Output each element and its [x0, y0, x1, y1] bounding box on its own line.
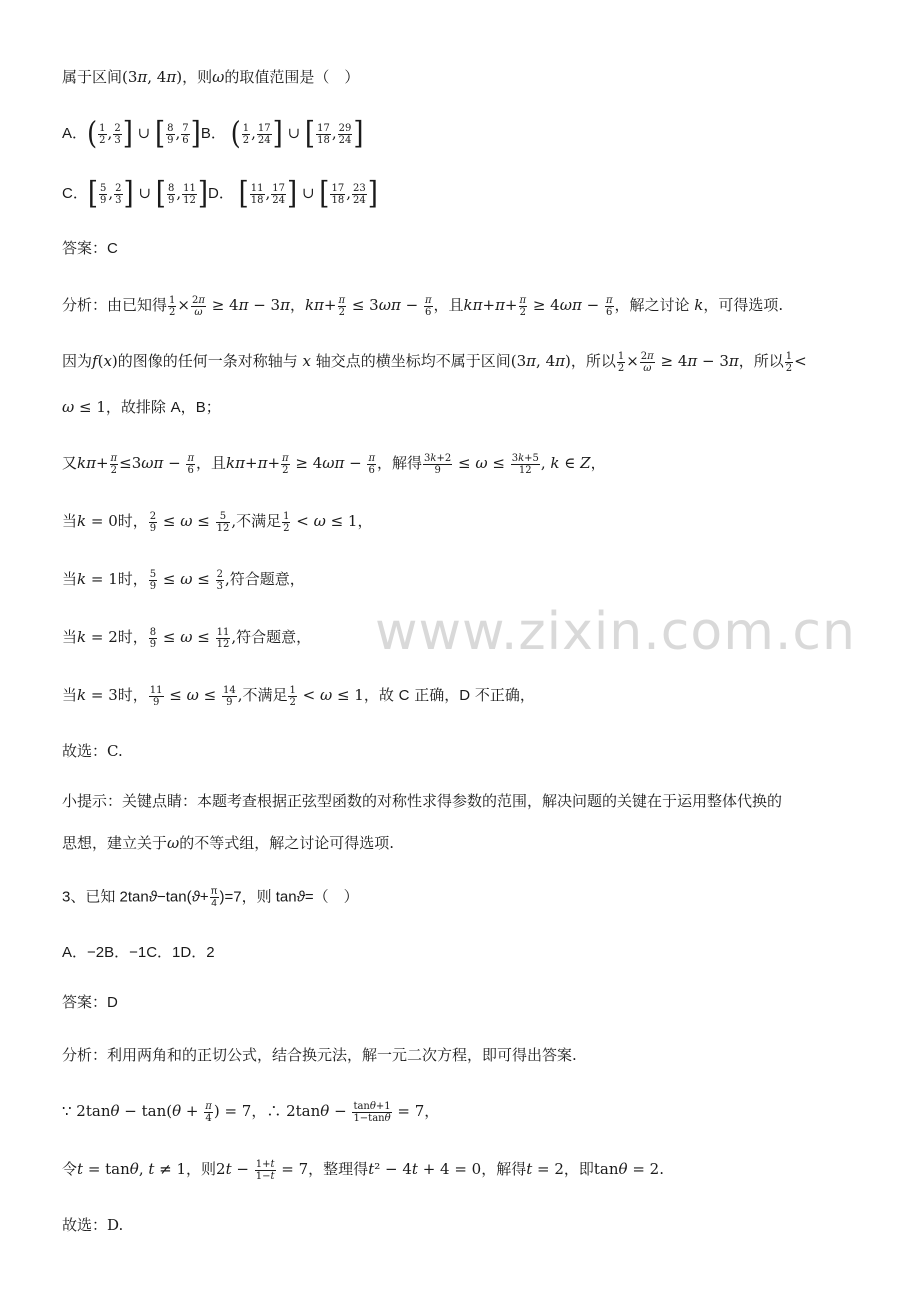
q3-solution-line1: ∵ 2tanθ − tan(θ + $\frac{\pi}{4}$ ) = 7，∴ 2tanθ − $\frac{\tan\theta+1}{1-\tan\theta}$ = 7， — [62, 1100, 440, 1124]
q3-choice: 故选：D. — [62, 1216, 124, 1234]
q2-case-k2: 当k = 2时， $\frac{8}{9}$ ≤ ω ≤ $\frac{11}{12}$ ,符合题意， — [62, 626, 312, 650]
q2-case-k1: 当k = 1时， $\frac{5}{9}$ ≤ ω ≤ $\frac{2}{3}$ ,符合题意， — [62, 568, 305, 592]
q2-solution-line1: 因为f(x)的图像的任何一条对称轴与 x 轴交点的横坐标均不属于区间(3π, 4π)，所以 $\frac{1}{2}$ × $\frac{2\pi}{\omega}$ ≥ 4π − 3π，所以 $\frac{1}{2}$ < — [62, 350, 807, 374]
q3-solution-line2: 令t = tanθ, t ≠ 1，则2t − $\frac{1+t}{1-t}$ = 7，整理得t² − 4t + 4 = 0，解得t = 2，即tanθ = 2. — [62, 1158, 664, 1182]
q2-solution-line3: 又kπ+ $\frac{\pi}{2}$ ≤3ωπ − $\frac{\pi}{6}$ ，且kπ+π+ $\frac{\pi}{2}$ ≥ 4ωπ − $\frac{\pi}{6}$ ，解得 $\frac{3k+2}{9}$ ≤ ω ≤ $\frac{3k+5}{12}$ , k ∈ Z， — [62, 452, 606, 476]
q2-options-cd: C．[ $\frac{5}{9}$ , $\frac{2}{3}$ ] ∪ [ $\frac{8}{9}$ , $\frac{11}{12}$ ]D． [ $\frac{11}{18}$ , $\frac{17}{24}$ ] ∪ [ $\frac{17}{18}$ , $\frac{23}{24}$ ] — [62, 176, 378, 212]
q2-tip-line1: 小提示：关键点睛：本题考查根据正弦型函数的对称性求得参数的范围，解决问题的关键在于运用整体代换的 — [62, 792, 783, 810]
q2-stem-tail: 属于区间(3π, 4π)，则ω的取值范围是（ ） — [62, 68, 360, 86]
q2-options-ab: A．( $\frac{1}{2}$ , $\frac{2}{3}$ ] ∪ [ $\frac{8}{9}$ , $\frac{7}{6}$ ]B． ( $\frac{1}{2}$ , $\frac{17}{24}$ ] ∪ [ $\frac{17}{18}$ , $\frac{29}{24}$ ] — [62, 116, 364, 152]
q2-case-k0: 当k = 0时， $\frac{2}{9}$ ≤ ω ≤ $\frac{5}{12}$ ,不满足 $\frac{1}{2}$ < ω ≤ 1， — [62, 510, 373, 534]
q3-options: A．−2B．−1C．1D．2 — [62, 944, 215, 961]
q2-answer: 答案：C — [62, 240, 118, 257]
q3-answer: 答案：D — [62, 994, 118, 1011]
q2-analysis: 分析：由已知得 $\frac{1}{2}$ × $\frac{2\pi}{\omega}$ ≥ 4π − 3π，kπ+ $\frac{\pi}{2}$ ≤ 3ωπ − $\frac{\pi}{6}$ ，且kπ+π+ $\frac{\pi}{2}$ ≥ 4ωπ − $\frac{\pi}{6}$ ，解之讨论 k，可得选项. — [62, 294, 784, 318]
watermark: www.zixin.com.cn — [375, 602, 856, 662]
q2-choice: 故选：C. — [62, 742, 123, 760]
q2-solution-line2: ω ≤ 1，故排除 A，B； — [62, 398, 221, 416]
q2-tip-line2: 思想，建立关于ω的不等式组，解之讨论可得选项. — [62, 834, 395, 852]
q3-analysis: 分析：利用两角和的正切公式，结合换元法，解一元二次方程，即可得出答案. — [62, 1046, 577, 1064]
q2-case-k3: 当k = 3时， $\frac{11}{9}$ ≤ ω ≤ $\frac{14}{9}$ ,不满足 $\frac{1}{2}$ < ω ≤ 1，故 C 正确，D 不正确， — [62, 684, 535, 708]
q3-stem: 3、已知 2tanϑ−tan(ϑ+ $\frac{\pi}{4}$ )=7，则 tanϑ=（ ） — [62, 886, 359, 909]
